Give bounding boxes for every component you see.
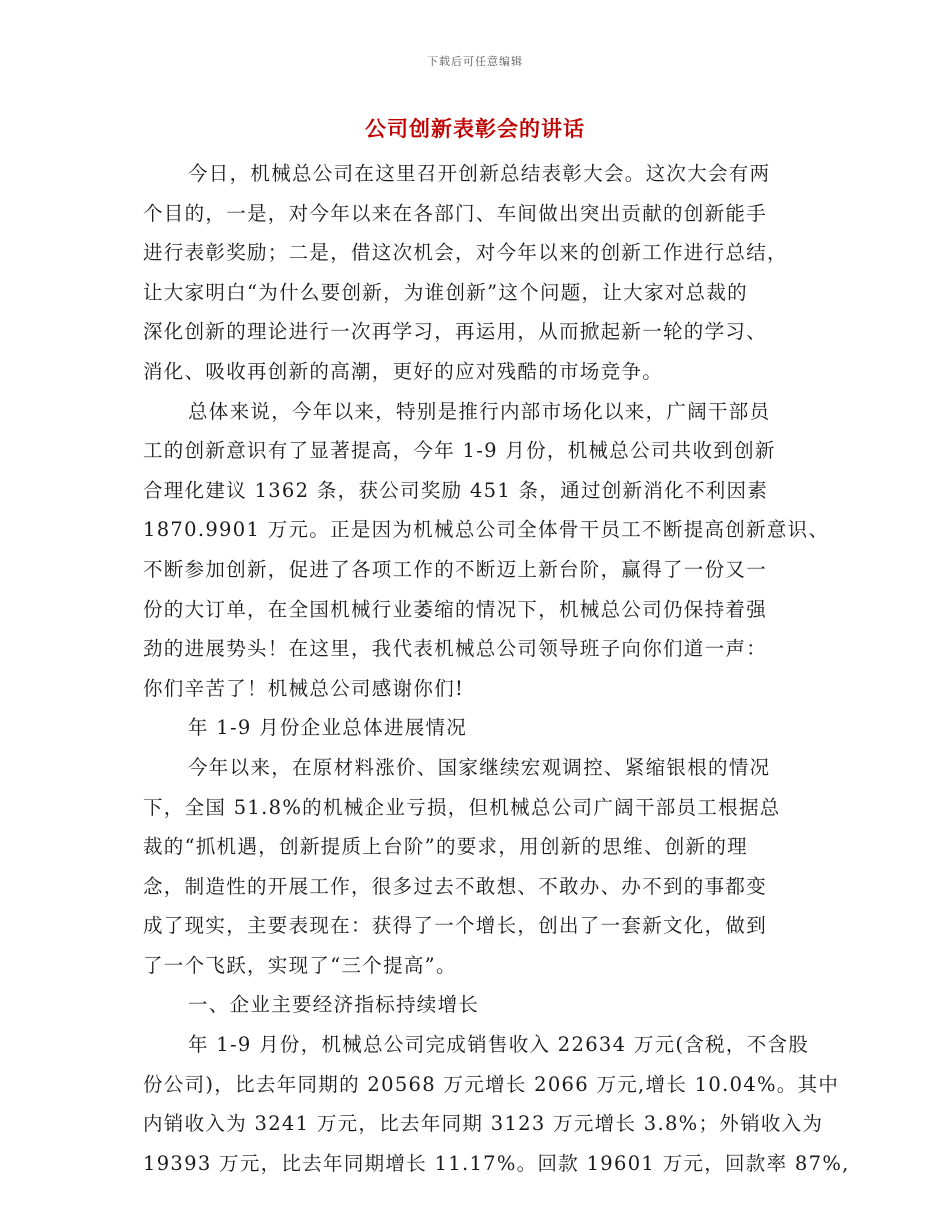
text-line: 劲的进展势头！在这里，我代表机械总公司领导班子向你们道一声：	[143, 637, 768, 661]
text-line: 念，制造性的开展工作，很多过去不敢想、不敢办、办不到的事都变	[143, 874, 768, 898]
text-line: 裁的“抓机遇，创新提质上台阶”的要求，用创新的思维、创新的理	[143, 835, 748, 859]
text-line: 你们辛苦了！机械总公司感谢你们!	[143, 676, 465, 700]
text-line: 年 1-9 月份企业总体进展情况	[188, 716, 468, 740]
text-line: 不断参加创新，促进了各项工作的不断迈上新台阶，赢得了一份又一	[143, 557, 768, 581]
text-line: 份公司)，比去年同期的 20568 万元增长 2066 万元,增长 10.04%。其中	[143, 1072, 840, 1096]
text-line: 让大家明白“为什么要创新，为谁创新”这个问题，让大家对总裁的	[143, 280, 748, 304]
text-line: 合理化建议 1362 条，获公司奖励 451 条，通过创新消化不利因素	[143, 478, 769, 502]
document-body	[143, 154, 850, 1183]
text-line: 份的大订单，在全国机械行业萎缩的情况下，机械总公司仍保持着强	[143, 597, 768, 621]
text-line: 消化、吸收再创新的高潮，更好的应对残酷的市场竞争。	[143, 359, 664, 383]
text-line: 1870.9901 万元。正是因为机械总公司全体骨干员工不断提高创新意识、	[143, 518, 830, 542]
text-line: 个目的，一是，对今年以来在各部门、车间做出突出贡献的创新能手	[143, 201, 768, 225]
text-line: 成了现实，主要表现在：获得了一个增长，创出了一套新文化，做到	[143, 914, 768, 938]
text-line: 年 1-9 月份，机械总公司完成销售收入 22634 万元(含税，不含股	[188, 1033, 810, 1057]
text-line: 内销收入为 3241 万元，比去年同期 3123 万元增长 3.8%；外销收入为	[143, 1112, 824, 1136]
text-line: 今年以来，在原材料涨价、国家继续宏观调控、紧缩银根的情况	[188, 755, 771, 779]
text-line: 了一个飞跃，实现了“三个提高”。	[143, 953, 457, 977]
text-line: 深化创新的理论进行一次再学习，再运用，从而掀起新一轮的学习、	[143, 320, 768, 344]
text-line: 19393 万元，比去年同期增长 11.17%。回款 19601 万元，回款率 87%,	[143, 1151, 850, 1175]
text-line: 今日，机械总公司在这里召开创新总结表彰大会。这次大会有两	[188, 162, 771, 185]
text-line: 工的创新意识有了显著提高，今年 1-9 月份，机械总公司共收到创新	[143, 439, 776, 463]
text-line: 总体来说，今年以来，特别是推行内部市场化以来，广阔干部员	[188, 399, 771, 423]
text-line: 一、企业主要经济指标持续增长	[188, 993, 480, 1017]
text-line: 下，全国 51.8%的机械企业亏损，但机械总公司广阔干部员工根据总	[143, 795, 781, 819]
page-title: 公司创新表彰会的讲话	[365, 116, 585, 141]
text-line: 进行表彰奖励；二是，借这次机会，对今年以来的创新工作进行总结，	[143, 241, 788, 265]
header-note: 下载后可任意编辑	[427, 55, 523, 68]
